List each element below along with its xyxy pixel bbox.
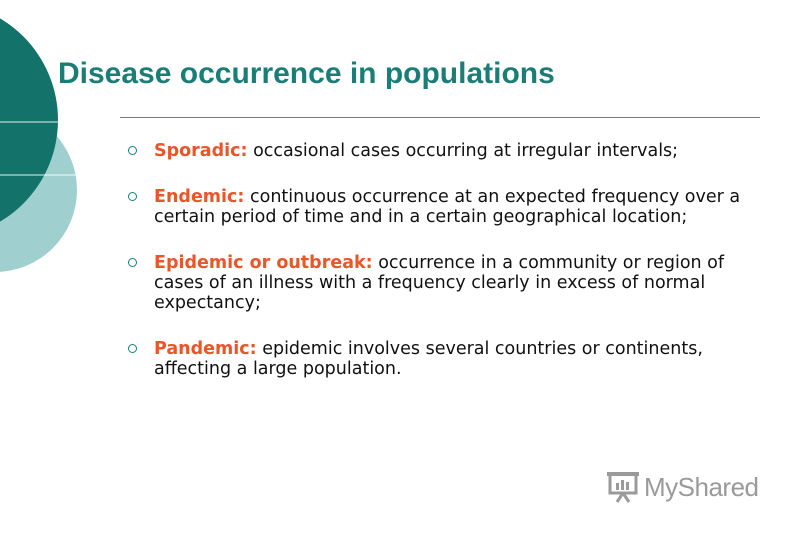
decorative-circles (0, 0, 120, 300)
bullet-term: Pandemic: (154, 339, 257, 359)
watermark-logo (606, 470, 759, 504)
bullet-term: Sporadic: (154, 141, 248, 161)
bullet-item-endemic (128, 187, 758, 227)
bullet-circle-icon (128, 258, 137, 267)
slide-title: Disease occurrence in populations (58, 57, 555, 90)
bullet-item-sporadic (128, 141, 758, 161)
bullet-list (128, 141, 758, 379)
bullet-circle-icon (128, 344, 137, 353)
bullet-text: epidemic involves several countries or continents, affecting a large population. (154, 339, 703, 379)
title-underline (120, 117, 760, 118)
bullet-circle-icon (128, 192, 137, 201)
bullet-item-pandemic (128, 339, 758, 379)
watermark-text: MyShared (644, 471, 759, 502)
bullet-item-epidemic (128, 253, 758, 313)
bullet-term: Epidemic or outbreak: (154, 253, 373, 273)
presentation-board-icon (606, 471, 640, 503)
bullet-text: occasional cases occurring at irregular intervals; (247, 141, 679, 161)
bullet-circle-icon (128, 146, 137, 155)
bullet-text: occurrence in a community or region of cases of an illness with a frequency clearly in excess of normal expectancy; (154, 253, 725, 313)
bullet-term: Endemic: (154, 187, 245, 207)
bullet-text: continuous occurrence at an expected frequency over a certain period of time and in a certain geographical location; (154, 187, 741, 227)
